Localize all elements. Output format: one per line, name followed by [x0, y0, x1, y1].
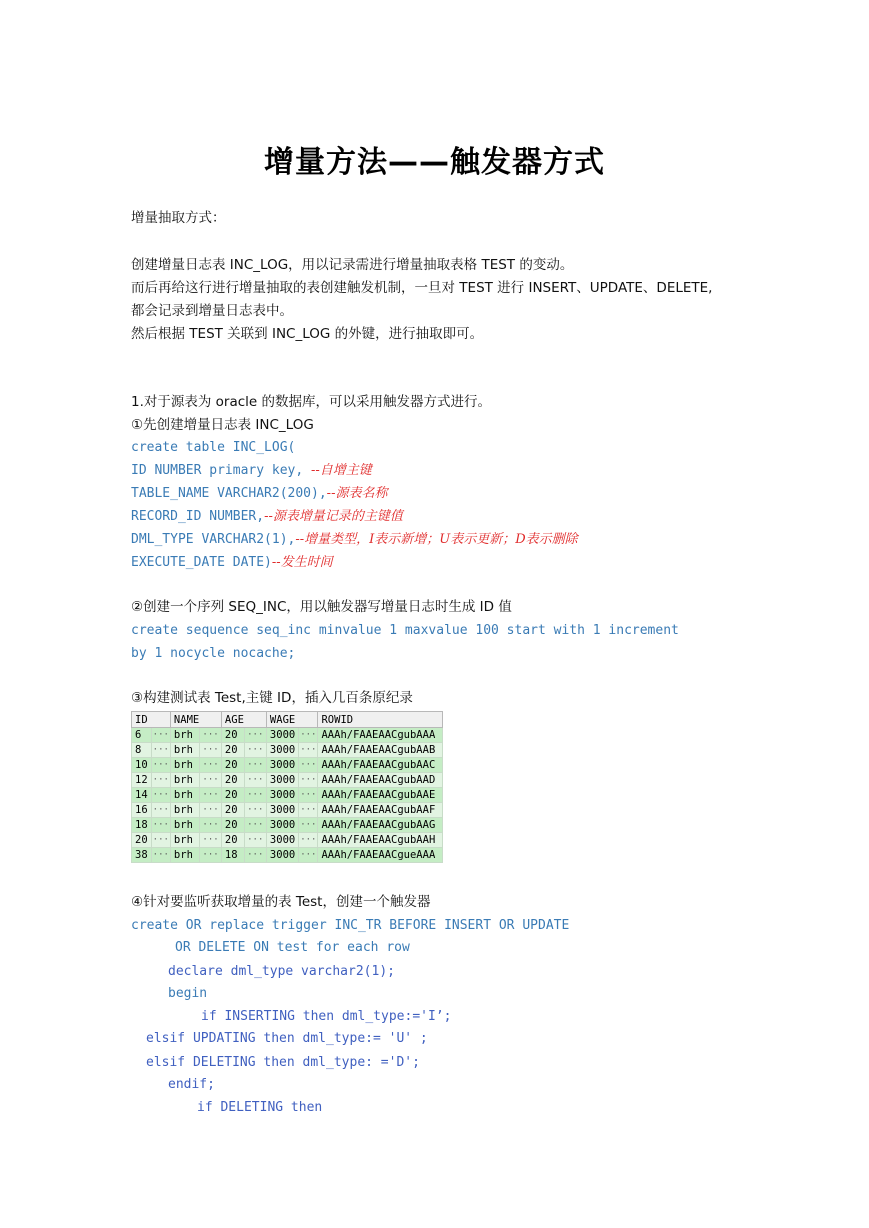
cell-ellipsis-button[interactable]: ···: [244, 743, 266, 758]
grid-cell-rowid[interactable]: AAAh/FAAEAACgubAAG: [318, 818, 443, 833]
cell-ellipsis-button[interactable]: ···: [244, 788, 266, 803]
cell-ellipsis-button[interactable]: ···: [244, 848, 266, 863]
grid-cell-id[interactable]: 38: [132, 848, 152, 863]
section1-heading: 1.对于源表为 oracle 的数据库，可以采用触发器方式进行。: [131, 394, 492, 410]
grid-cell-name[interactable]: brh: [170, 833, 199, 848]
grid-cell-age[interactable]: 18: [221, 848, 244, 863]
code-sequence-line-1: create sequence seq_inc minvalue 1 maxvalue 100 start with 1 increment: [131, 623, 679, 638]
code-trigger-line-9: if DELETING then: [197, 1100, 323, 1115]
grid-cell-wage[interactable]: 3000: [266, 833, 298, 848]
grid-cell-id[interactable]: 10: [132, 758, 152, 773]
cell-ellipsis-button[interactable]: ···: [151, 848, 170, 863]
cell-ellipsis-button[interactable]: ···: [151, 818, 170, 833]
grid-cell-id[interactable]: 16: [132, 803, 152, 818]
cell-ellipsis-button[interactable]: ···: [299, 818, 318, 833]
cell-ellipsis-button[interactable]: ···: [299, 803, 318, 818]
cell-ellipsis-button[interactable]: ···: [299, 773, 318, 788]
cell-ellipsis-button[interactable]: ···: [299, 833, 318, 848]
grid-cell-rowid[interactable]: AAAh/FAAEAACgubAAD: [318, 773, 443, 788]
table-row[interactable]: [132, 728, 443, 743]
grid-header-rowid[interactable]: ROWID: [318, 712, 443, 728]
code-trigger-line-3: declare dml_type varchar2(1);: [168, 964, 395, 979]
table-row[interactable]: [132, 848, 443, 863]
grid-cell-name[interactable]: brh: [170, 788, 199, 803]
grid-cell-rowid[interactable]: AAAh/FAAEAACgubAAB: [318, 743, 443, 758]
grid-cell-rowid[interactable]: AAAh/FAAEAACgubAAA: [318, 728, 443, 743]
step3-heading: ③构建测试表 Test,主键 ID，插入几百条原纪录: [131, 690, 413, 706]
grid-header-wage[interactable]: WAGE: [266, 712, 318, 728]
cell-ellipsis-button[interactable]: ···: [299, 728, 318, 743]
code-comment: --发生时间: [271, 555, 333, 570]
grid-cell-id[interactable]: 8: [132, 743, 152, 758]
grid-cell-rowid[interactable]: AAAh/FAAEAACgubAAF: [318, 803, 443, 818]
grid-cell-id[interactable]: 18: [132, 818, 152, 833]
cell-ellipsis-button[interactable]: ···: [244, 728, 266, 743]
grid-header-row: [132, 712, 443, 728]
code-comment: --源表增量记录的主键值: [264, 509, 403, 524]
grid-cell-wage[interactable]: 3000: [266, 758, 298, 773]
cell-ellipsis-button[interactable]: ···: [151, 833, 170, 848]
grid-cell-id[interactable]: 20: [132, 833, 152, 848]
test-table-grid: [131, 711, 443, 863]
cell-ellipsis-button[interactable]: ···: [200, 758, 222, 773]
grid-cell-name[interactable]: brh: [170, 773, 199, 788]
step4-heading: ④针对要监听获取增量的表 Test，创建一个触发器: [131, 894, 431, 910]
code-text: DML_TYPE VARCHAR2(1),: [131, 532, 296, 547]
grid-cell-age[interactable]: 20: [221, 773, 244, 788]
code-execute-date-line: [131, 551, 333, 574]
code-comment: --源表名称: [326, 486, 388, 501]
code-text: ID NUMBER primary key,: [131, 463, 312, 478]
table-row[interactable]: [132, 758, 443, 773]
grid-cell-rowid[interactable]: AAAh/FAAEAACgubAAC: [318, 758, 443, 773]
code-trigger-line-1: create OR replace trigger INC_TR BEFORE INSERT OR UPDATE: [131, 918, 570, 933]
grid-cell-wage[interactable]: 3000: [266, 848, 298, 863]
grid-cell-wage[interactable]: 3000: [266, 728, 298, 743]
code-comment: --增量类型，I表示新增；U表示更新；D表示删除: [295, 532, 578, 547]
cell-ellipsis-button[interactable]: ···: [200, 848, 222, 863]
table-row[interactable]: [132, 743, 443, 758]
code-text: EXECUTE_DATE DATE): [131, 555, 272, 570]
intro-heading: 增量抽取方式：: [131, 210, 226, 226]
document-title: 增量方法——触发器方式: [264, 145, 605, 180]
cell-ellipsis-button[interactable]: ···: [151, 728, 170, 743]
grid-cell-name[interactable]: brh: [170, 728, 199, 743]
cell-ellipsis-button[interactable]: ···: [299, 743, 318, 758]
cell-ellipsis-button[interactable]: ···: [200, 728, 222, 743]
cell-ellipsis-button[interactable]: ···: [151, 758, 170, 773]
grid-cell-age[interactable]: 20: [221, 818, 244, 833]
table-row[interactable]: [132, 833, 443, 848]
grid-header-age[interactable]: AGE: [221, 712, 266, 728]
grid-cell-age[interactable]: 20: [221, 758, 244, 773]
code-trigger-line-5: if INSERTING then dml_type:='I’;: [201, 1009, 452, 1024]
cell-ellipsis-button[interactable]: ···: [200, 743, 222, 758]
code-trigger-line-4: begin: [168, 986, 208, 1001]
cell-ellipsis-button[interactable]: ···: [200, 818, 222, 833]
grid-cell-name[interactable]: brh: [170, 848, 199, 863]
cell-ellipsis-button[interactable]: ···: [200, 773, 222, 788]
code-create-table-line: create table INC_LOG(: [131, 440, 296, 455]
code-trigger-line-7: elsif DELETING then dml_type: ='D';: [146, 1055, 420, 1070]
grid-cell-name[interactable]: brh: [170, 743, 199, 758]
grid-cell-wage[interactable]: 3000: [266, 773, 298, 788]
cell-ellipsis-button[interactable]: ···: [299, 848, 318, 863]
intro-line-3: 都会记录到增量日志表中。: [131, 303, 293, 319]
cell-ellipsis-button[interactable]: ···: [151, 803, 170, 818]
code-text: TABLE_NAME VARCHAR2(200),: [131, 486, 327, 501]
code-trigger-line-2: OR DELETE ON test for each row: [175, 940, 410, 955]
code-dml-type-line: [131, 528, 578, 551]
table-row[interactable]: [132, 788, 443, 803]
cell-ellipsis-button[interactable]: ···: [151, 788, 170, 803]
grid-cell-wage[interactable]: 3000: [266, 803, 298, 818]
cell-ellipsis-button[interactable]: ···: [200, 788, 222, 803]
table-row[interactable]: [132, 818, 443, 833]
cell-ellipsis-button[interactable]: ···: [244, 833, 266, 848]
grid-header-id[interactable]: ID: [132, 712, 171, 728]
grid-cell-wage[interactable]: 3000: [266, 818, 298, 833]
grid-cell-rowid[interactable]: AAAh/FAAEAACgubAAE: [318, 788, 443, 803]
grid-cell-wage[interactable]: 3000: [266, 788, 298, 803]
grid-cell-wage[interactable]: 3000: [266, 743, 298, 758]
code-trigger-line-6: elsif UPDATING then dml_type:= 'U' ;: [146, 1031, 428, 1046]
cell-ellipsis-button[interactable]: ···: [299, 758, 318, 773]
grid-cell-name[interactable]: brh: [170, 758, 199, 773]
table-row[interactable]: [132, 803, 443, 818]
cell-ellipsis-button[interactable]: ···: [151, 773, 170, 788]
cell-ellipsis-button[interactable]: ···: [244, 758, 266, 773]
grid-cell-rowid[interactable]: AAAh/FAAEAACgueAAA: [318, 848, 443, 863]
grid-cell-id[interactable]: 14: [132, 788, 152, 803]
grid-cell-age[interactable]: 20: [221, 803, 244, 818]
code-id-line: [131, 459, 372, 482]
grid-cell-rowid[interactable]: AAAh/FAAEAACgubAAH: [318, 833, 443, 848]
code-sequence-line-2: by 1 nocycle nocache;: [131, 646, 296, 661]
code-record-id-line: [131, 505, 403, 528]
cell-ellipsis-button[interactable]: ···: [200, 803, 222, 818]
cell-ellipsis-button[interactable]: ···: [244, 818, 266, 833]
code-table-name-line: [131, 482, 387, 505]
cell-ellipsis-button[interactable]: ···: [151, 743, 170, 758]
code-text: RECORD_ID NUMBER,: [131, 509, 265, 524]
cell-ellipsis-button[interactable]: ···: [299, 788, 318, 803]
grid-cell-name[interactable]: brh: [170, 803, 199, 818]
cell-ellipsis-button[interactable]: ···: [244, 773, 266, 788]
intro-line-1: 创建增量日志表 INC_LOG，用以记录需进行增量抽取表格 TEST 的变动。: [131, 257, 574, 273]
grid-cell-age[interactable]: 20: [221, 743, 244, 758]
code-comment: --自增主键: [311, 463, 372, 478]
step2-heading: ②创建一个序列 SEQ_INC，用以触发器写增量日志时生成 ID 值: [131, 599, 512, 615]
grid-cell-age[interactable]: 20: [221, 833, 244, 848]
cell-ellipsis-button[interactable]: ···: [244, 803, 266, 818]
grid-cell-name[interactable]: brh: [170, 818, 199, 833]
grid-cell-id[interactable]: 6: [132, 728, 152, 743]
intro-line-4: 然后根据 TEST 关联到 INC_LOG 的外键，进行抽取即可。: [131, 326, 484, 342]
table-row[interactable]: [132, 773, 443, 788]
grid-cell-age[interactable]: 20: [221, 728, 244, 743]
grid-cell-age[interactable]: 20: [221, 788, 244, 803]
step1-heading: ①先创建增量日志表 INC_LOG: [131, 417, 314, 433]
grid-cell-id[interactable]: 12: [132, 773, 152, 788]
grid-header-name[interactable]: NAME: [170, 712, 221, 728]
code-trigger-line-8: endif;: [168, 1077, 215, 1092]
intro-line-2: 而后再给这行进行增量抽取的表创建触发机制，一旦对 TEST 进行 INSERT、UPDATE、DELETE,: [131, 280, 713, 296]
grid-body: [132, 728, 443, 863]
cell-ellipsis-button[interactable]: ···: [200, 833, 222, 848]
